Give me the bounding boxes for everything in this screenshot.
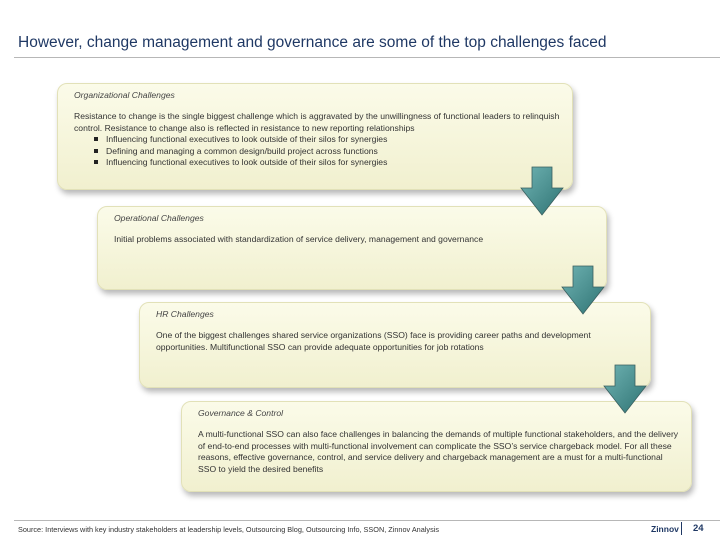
card-heading: Operational Challenges: [114, 213, 204, 223]
page-number: 24: [693, 523, 704, 534]
card-body: Resistance to change is the single biggest challenge which is aggravated by the unwillingness of functional leaders to relinquish control. Resistance to change also is reflected in resistance to new reporting relationships: [74, 111, 560, 133]
down-arrow-icon: [603, 364, 647, 414]
card-body: Initial problems associated with standardization of service delivery, management and governance: [114, 234, 484, 245]
footer-separator: [681, 522, 682, 535]
card-operational-challenges: [97, 206, 607, 290]
down-arrow-icon: [520, 166, 564, 216]
card-governance-control: [181, 401, 692, 492]
footer-divider: [14, 520, 720, 521]
card-body: One of the biggest challenges shared service organizations (SSO) face is providing career paths and development opportunities. Multifunctional SSO can provide adequate opportunities for job rotations: [156, 330, 591, 352]
bullet-item: Influencing functional executives to look outside of their silos for synergies: [106, 134, 562, 145]
card-organizational-challenges: [57, 83, 573, 190]
card-body: A multi-functional SSO can also face challenges in balancing the demands of multiple functional stakeholders, and the delivery of end-to-end processes with multi-functional involvement can complicate the SSO’s service chargeback model. For all these reasons, effective governance, control, and service delivery and chargeback management are a must for a multi-functional SSO to yield the desired benefits: [198, 429, 679, 474]
down-arrow-icon: [561, 265, 605, 315]
card-heading: HR Challenges: [156, 309, 214, 319]
footer-source: Source: Interviews with key industry stakeholders at leadership levels, Outsourcing Blog, Outsourcing Info, SSON, Zinnov Analysis: [18, 525, 439, 534]
slide-title: However, change management and governance are some of the top challenges faced: [18, 34, 607, 51]
footer-brand: Zinnov: [651, 524, 679, 534]
card-heading: Governance & Control: [198, 408, 284, 418]
card-heading: Organizational Challenges: [74, 90, 175, 100]
bullet-list: [74, 134, 562, 168]
title-divider: [14, 57, 720, 58]
bullet-item: Influencing functional executives to look outside of their silos for synergies: [106, 157, 562, 168]
bullet-item: Defining and managing a common design/build project across functions: [106, 146, 562, 157]
